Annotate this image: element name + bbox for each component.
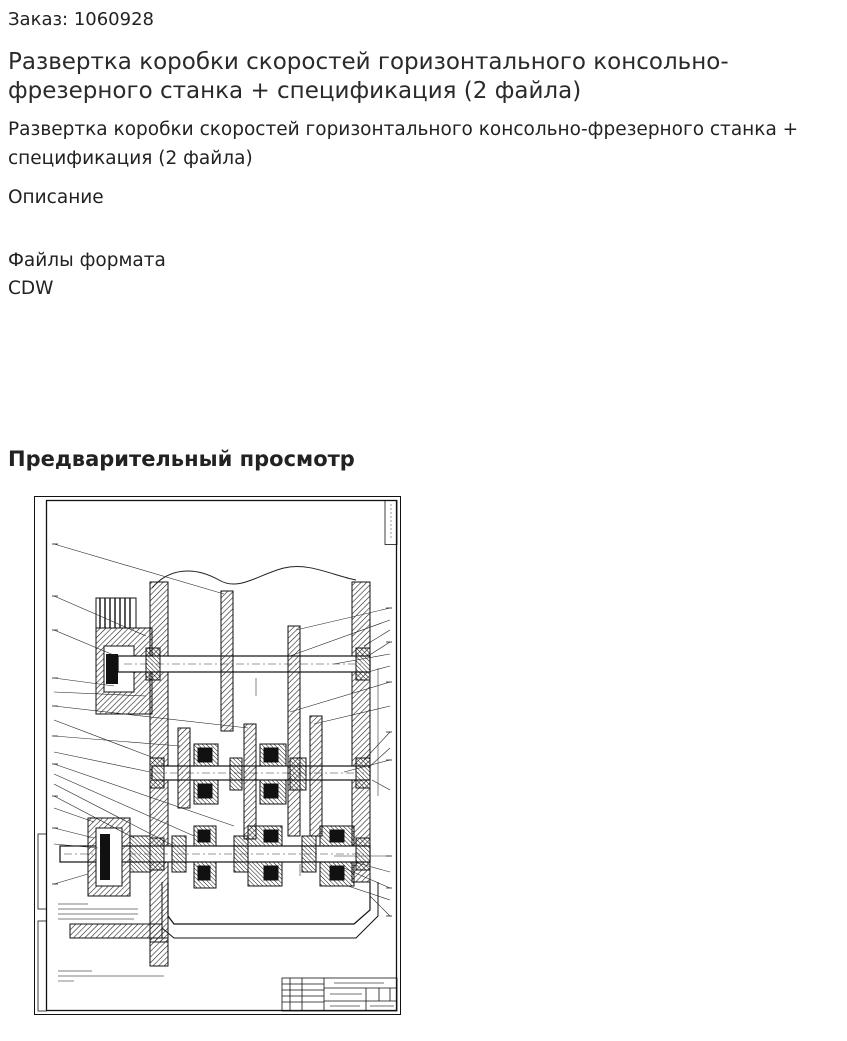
file-format-label: Файлы формата: [8, 250, 166, 271]
product-subtitle: Развертка коробки скоростей горизонтального консольно-фрезерного станка + спецификация (2 файла): [8, 119, 799, 169]
description-label: Описание: [8, 187, 104, 208]
file-format-value: CDW: [8, 278, 54, 299]
gearbox-drawing: [34, 496, 401, 1015]
product-title: Развертка коробки скоростей горизонтального консольно-фрезерного станка + спецификация (2 файла): [8, 49, 729, 104]
preview-image[interactable]: [34, 496, 401, 1015]
order-number: Заказ: 1060928: [8, 9, 154, 30]
preview-heading: Предварительный просмотр: [8, 447, 355, 471]
